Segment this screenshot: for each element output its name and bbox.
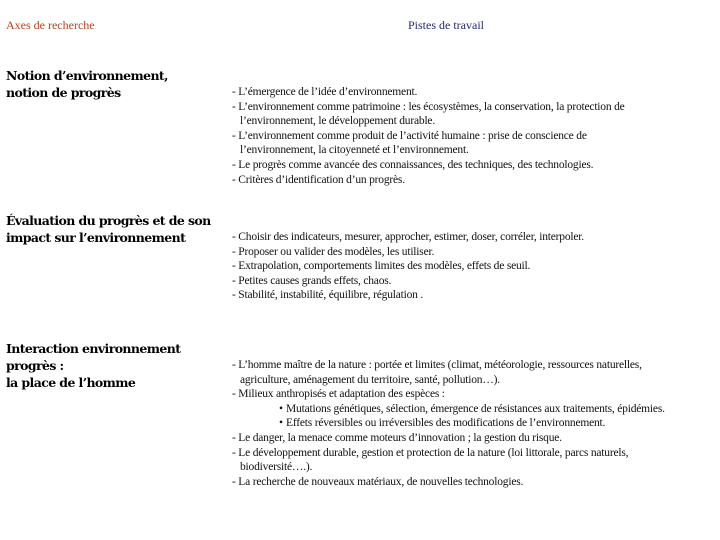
bullet-icon: •: [279, 417, 283, 430]
list-item: - Stabilité, instabilité, équilibre, régulation .: [232, 289, 424, 302]
topic-line: impact sur l’environnement: [6, 230, 186, 245]
list-item: - L’émergence de l’idée d’environnement.: [232, 86, 418, 98]
sub-list-text: Mutations génétiques, sélection, émergence de résistances aux traitements, épidémies.: [286, 402, 665, 415]
list-item-continuation: biodiversité….).: [240, 461, 313, 474]
bullet-icon: •: [279, 402, 283, 415]
topic-line: Notion d’environnement,: [6, 68, 168, 83]
list-item: - Le développement durable, gestion et protection de la nature (loi littorale, parcs naturels,: [232, 446, 629, 459]
list-item-continuation: l’environnement, la citoyenneté et l’environnement.: [240, 144, 469, 157]
topic-evaluation-progres: [6, 212, 226, 246]
list-item-continuation: agriculture, aménagement du territoire, santé, pollution…).: [240, 373, 500, 386]
list-item: - L’environnement comme produit de l’activité humaine : prise de conscience de: [232, 129, 587, 142]
list-interaction-homme: [232, 358, 716, 489]
topic-line: la place de l’homme: [6, 375, 136, 390]
list-item: - La recherche de nouveaux matériaux, de nouvelles technologies.: [232, 475, 524, 488]
topic-line: Évaluation du progrès et de son: [6, 213, 211, 228]
list-item: - Critères d’identification d’un progrès.: [232, 173, 405, 186]
sub-list-item: [232, 416, 716, 431]
topic-environnement-progres: [6, 67, 226, 101]
topic-interaction-homme: [6, 340, 226, 391]
list-item: - Petites causes grands effets, chaos.: [232, 274, 392, 287]
list-item: - L’environnement comme patrimoine : les écosystèmes, la conservation, la protection de: [232, 100, 625, 113]
list-evaluation-progres: [232, 230, 716, 303]
sub-list-text: Effets réversibles ou irréversibles des modifications de l’environnement.: [286, 417, 606, 430]
list-item: - Le danger, la menace comme moteurs d’innovation ; la gestion du risque.: [232, 431, 562, 444]
topic-line: Interaction environnement progrès :: [6, 341, 181, 373]
list-item: - Choisir des indicateurs, mesurer, approcher, estimer, doser, corréler, interpoler.: [232, 231, 584, 243]
header-axes: Axes de recherche: [6, 18, 95, 32]
list-item: - Milieux anthropisés et adaptation des espèces :: [232, 388, 445, 401]
list-item: - Proposer ou valider des modèles, les utiliser.: [232, 245, 435, 258]
list-item: - L’homme maître de la nature : portée et limites (climat, météorologie, ressources naturelles,: [232, 359, 642, 371]
header-pistes: Pistes de travail: [408, 18, 484, 32]
topic-line: notion de progrès: [6, 85, 121, 100]
list-environnement-progres: [232, 85, 716, 187]
sub-list-item: [232, 402, 716, 417]
list-item: - Extrapolation, comportements limites des modèles, effets de seuil.: [232, 260, 531, 273]
list-item-continuation: l’environnement, le développement durable.: [240, 115, 436, 128]
list-item: - Le progrès comme avancée des connaissances, des techniques, des technologies.: [232, 158, 594, 171]
